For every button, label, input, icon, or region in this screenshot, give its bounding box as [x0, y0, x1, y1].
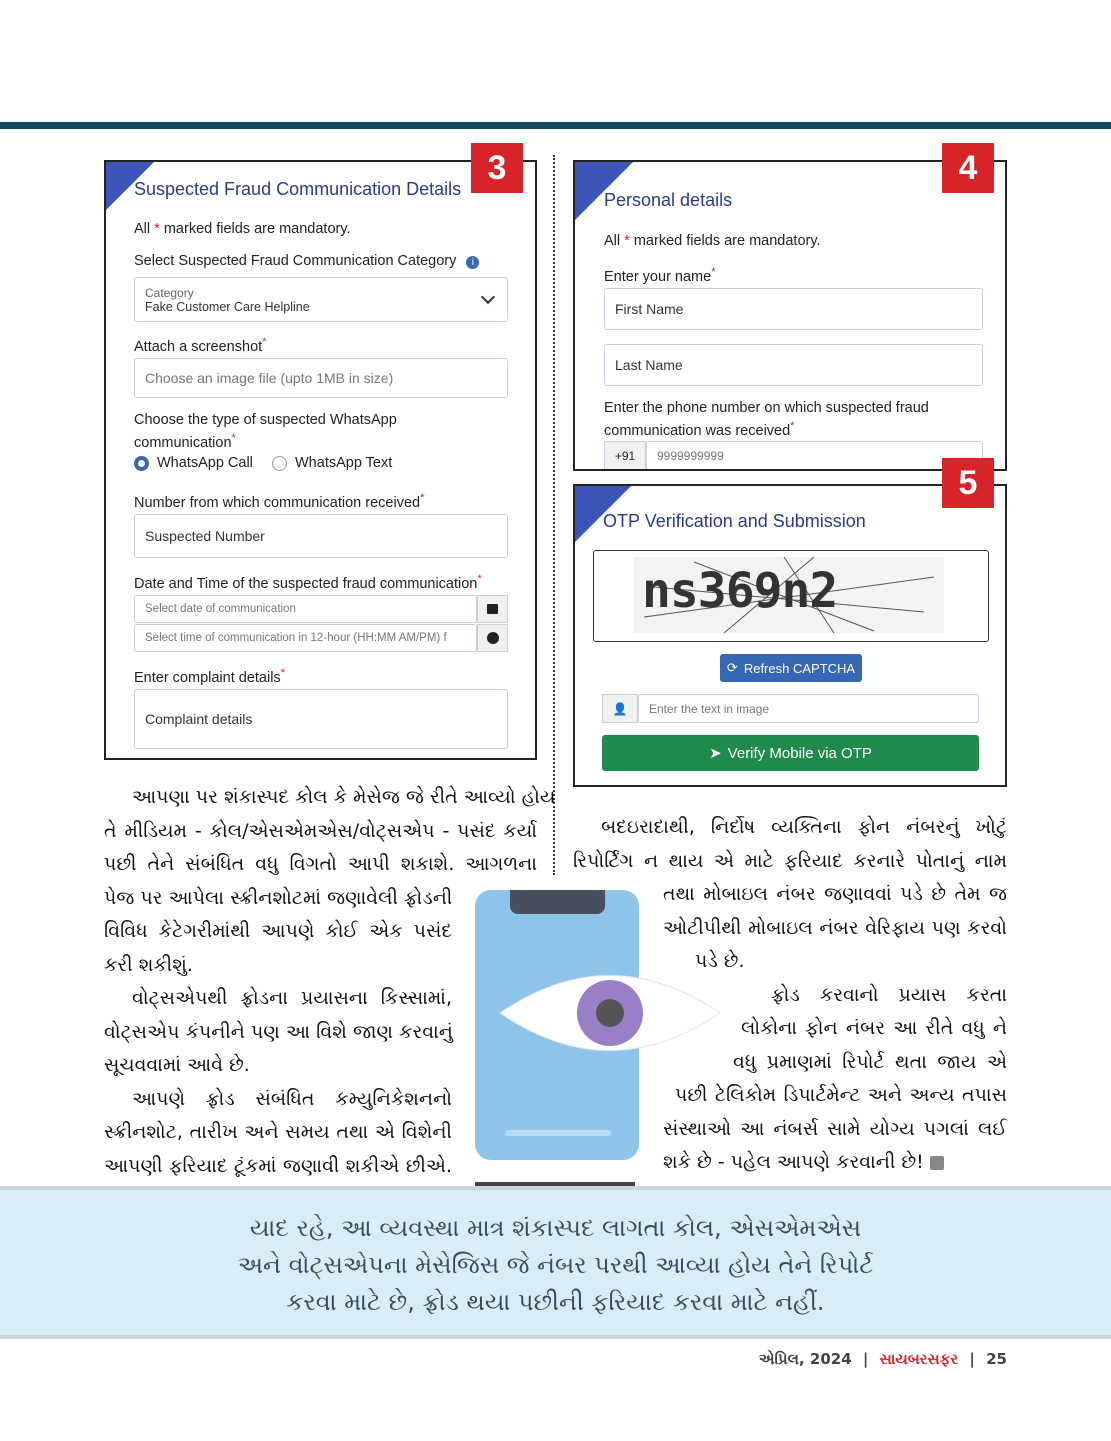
info-icon[interactable]: i: [466, 256, 479, 269]
step-badge-5: 5: [942, 458, 994, 508]
text-line: સૂચવવામાં આવે છે.: [104, 1054, 250, 1076]
footer-month: એપ્રિલ, 2024: [758, 1350, 852, 1368]
right-column-text: [573, 811, 1007, 1180]
chevron-down-icon: [481, 290, 495, 304]
text-line: વધુ પ્રમાણમાં રિપોર્ટ થતા જાય એ: [733, 1050, 1007, 1073]
text-line: વિવિધ કેટેગરીમાંથી આપણે કોઈ એક પસંદ: [104, 920, 452, 942]
band-line: યાદ રહે, આ વ્યવસ્થા માત્ર શંકાસ્પદ લાગતા કોલ, એસએમએસ: [249, 1214, 862, 1242]
panel-fraud-details: [104, 160, 537, 760]
phone-input[interactable]: 9999999999: [646, 441, 983, 471]
category-select[interactable]: [134, 277, 508, 322]
radio-unselected-icon: [272, 456, 287, 471]
text-line: સંસ્થાઓ આ નંબર્સ સામે યોગ્ય પગલાં લઈ: [663, 1117, 1007, 1140]
captcha-image: [634, 557, 944, 633]
date-input[interactable]: Select date of communication: [134, 595, 477, 623]
footer-separator: |: [969, 1350, 975, 1368]
panel-title: Personal details: [604, 190, 733, 210]
band-line: કરવા માટે છે, ફ્રોડ થયા પછીની ફરિયાદ કરવા માટે નહીં.: [286, 1288, 825, 1316]
captcha-box: [593, 550, 989, 642]
clock-icon[interactable]: [477, 624, 508, 652]
text-line: બદઇરાદાથી, નિર્દોષ વ્યક્તિના ફોન નંબરનું ખોટું: [601, 816, 1007, 838]
text-line: તે મીડિયમ - કોલ/એસએમએસ/વોટ્સએપ - પસંદ કર્યા: [104, 819, 537, 842]
panel-title: Suspected Fraud Communication Details: [134, 179, 462, 199]
panel-title: OTP Verification and Submission: [603, 511, 866, 531]
text-line: શકે છે - પહેલ આપણે કરવાની છે!: [663, 1146, 1007, 1180]
country-code: +91: [604, 441, 646, 471]
calendar-icon[interactable]: [477, 595, 508, 623]
step-badge-4: 4: [942, 143, 994, 193]
number-label: Number from which communication received*: [134, 492, 425, 511]
refresh-icon: ⟳: [726, 660, 738, 675]
captcha-input[interactable]: Enter the text in image: [638, 694, 979, 723]
category-label: Select Suspected Fraud Communication Category i: [134, 252, 479, 270]
text-line: આપણા પર શંકાસ્પદ કોલ કે મેસેજ જે રીતે આવ્યો હોય: [132, 786, 556, 808]
text-line: વોટ્સએપથી ફ્રોડના પ્રયાસના કિસ્સામાં,: [132, 987, 452, 1009]
phone-label: Enter the phone number on which suspected fraud communication was received*: [604, 400, 929, 439]
highlight-band: [0, 1186, 1111, 1339]
text-line: ઓટીપીથી મોબાઇલ નંબર વેરિફાય પણ કરવો: [663, 916, 1007, 939]
radio-whatsapp-text[interactable]: WhatsApp Text: [272, 455, 392, 471]
text-line: રિપોર્ટિંગ ન થાય એ માટે ફરિયાદ કરનારે પોતાનું નામ: [573, 849, 1007, 872]
complaint-label: Enter complaint details*: [134, 667, 285, 686]
magazine-logo-icon: [930, 1156, 944, 1170]
type-label: Choose the type of suspected WhatsApp communication*: [134, 412, 397, 451]
text-line: ફ્રોડ કરવાનો પ્રયાસ કરતા: [771, 983, 1007, 1006]
verify-mobile-button[interactable]: ➤ Verify Mobile via OTP: [602, 735, 979, 771]
last-name-input[interactable]: Last Name: [604, 344, 983, 386]
text-line: લોકોના ફોન નંબર આ રીતે વધુ ને: [741, 1017, 1007, 1039]
send-icon: ➤: [709, 745, 722, 762]
text-line: પેજ પર આપેલા સ્ક્રીનશોટમાં જણાવેલી ફ્રોડની: [104, 886, 453, 909]
panel-personal-details: [573, 160, 1007, 471]
radio-selected-icon: [134, 456, 149, 471]
datetime-label: Date and Time of the suspected fraud communication*: [134, 573, 482, 592]
text-line: તથા મોબાઇલ નંબર જણાવવાં પડે છે તેમ જ: [663, 883, 1007, 905]
panel-otp-verification: [573, 484, 1007, 787]
text-line: સ્ક્રીનશોટ, તારીખ અને સમય તથા એ વિશેની: [104, 1121, 452, 1143]
text-line: આપણે ફ્રોડ સંબંધિત કમ્યુનિકેશનનો: [132, 1087, 452, 1110]
page-number: 25: [986, 1350, 1007, 1368]
top-rule: [0, 122, 1111, 129]
suspected-number-input[interactable]: Suspected Number: [134, 514, 508, 558]
mandatory-note: All * marked fields are mandatory.: [604, 233, 821, 249]
first-name-input[interactable]: First Name: [604, 288, 983, 330]
text-line: પડે છે.: [695, 950, 745, 972]
text-line: પછી તેને સંબંધિત વધુ વિગતો આપી શકાશે. આગળના: [104, 853, 537, 875]
left-column-text: [104, 781, 556, 1183]
mandatory-note: All * marked fields are mandatory.: [134, 221, 351, 237]
column-divider: [553, 155, 555, 875]
text-line: પછી ટેલિકોમ ડિપાર્ટમેન્ટ અને અન્ય તપાસ: [675, 1084, 1007, 1106]
name-label: Enter your name*: [604, 266, 716, 285]
radio-whatsapp-call[interactable]: WhatsApp Call: [134, 455, 253, 471]
step-badge-3: 3: [471, 143, 523, 193]
user-check-icon: 👤: [602, 694, 638, 723]
captcha-text: ns369n2: [642, 563, 838, 619]
category-value: Fake Customer Care Helpline: [145, 299, 310, 314]
text-line: કરી શકીશું.: [104, 953, 193, 976]
text-line: વોટ્સએપ કંપનીને પણ આ વિશે જાણ કરવાનું: [104, 1020, 453, 1043]
band-line: અને વોટ્સએપના મેસેજિસ જે નંબર પરથી આવ્યા હોય તેને રિપોર્ટ: [237, 1251, 874, 1279]
screenshot-input[interactable]: Choose an image file (upto 1MB in size): [134, 358, 508, 398]
refresh-captcha-button[interactable]: ⟳ Refresh CAPTCHA: [720, 654, 862, 682]
time-input[interactable]: Select time of communication in 12-hour (HH:MM AM/PM) f: [134, 624, 477, 652]
complaint-textarea[interactable]: Complaint details: [134, 689, 508, 749]
footer-separator: |: [862, 1350, 869, 1368]
text-line: આપણી ફરિયાદ ટૂંકમાં જણાવી શકીએ છીએ.: [104, 1154, 452, 1177]
screenshot-label: Attach a screenshot*: [134, 336, 267, 355]
category-small-label: Category: [145, 285, 194, 300]
footer-magazine: સાયબરસફર: [879, 1350, 959, 1368]
page-footer: [759, 1350, 1007, 1368]
